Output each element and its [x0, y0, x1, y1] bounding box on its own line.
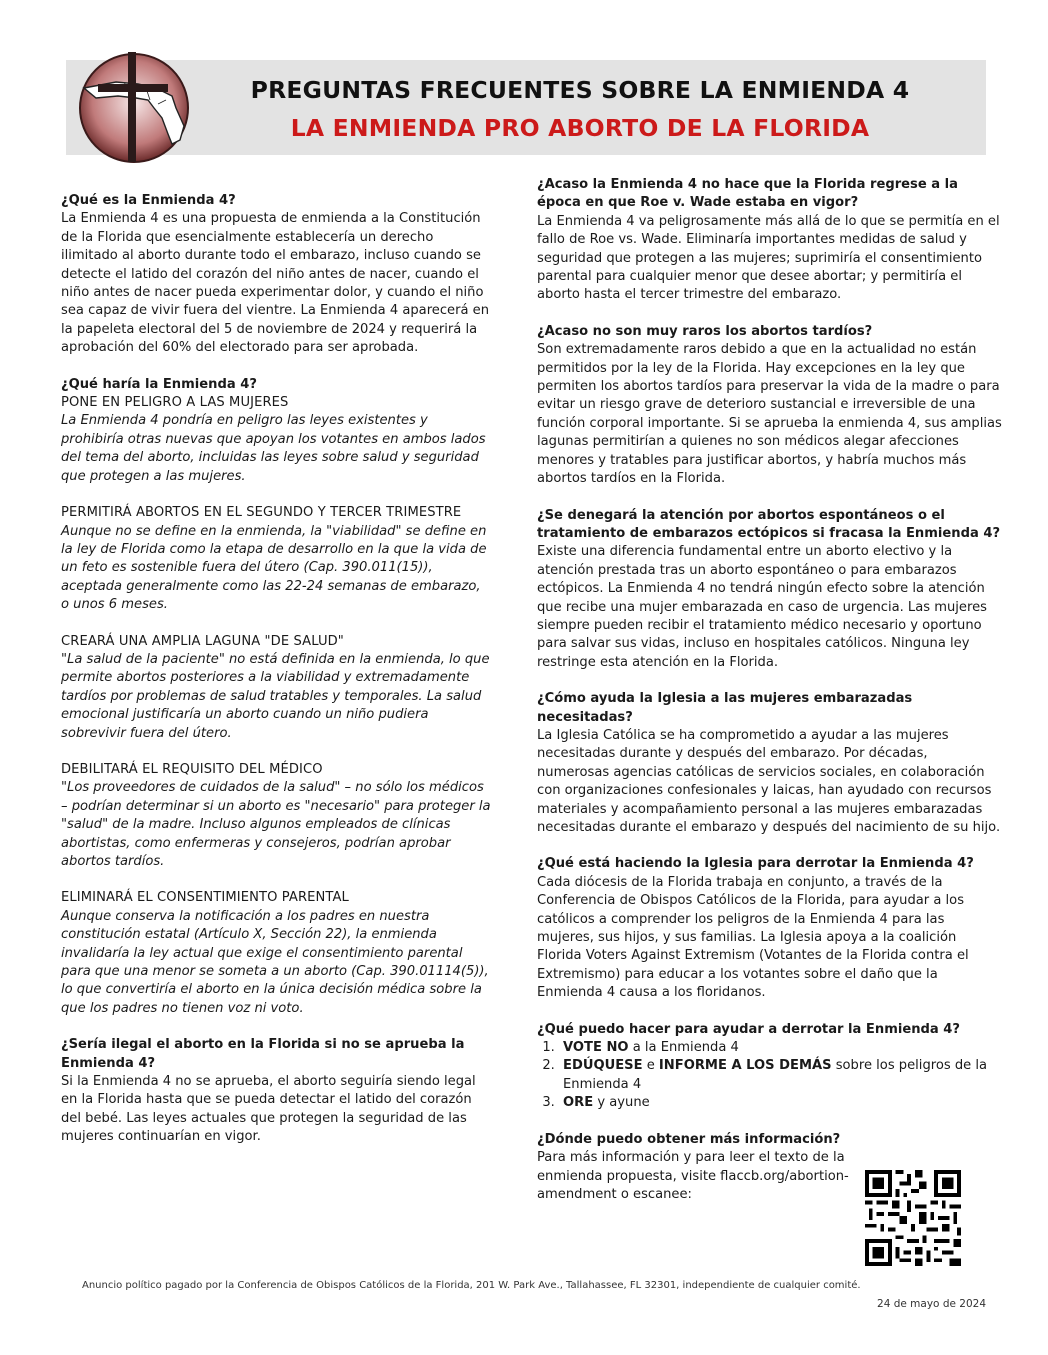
action-text: y ayune — [593, 1095, 650, 1111]
faq-miscarriage-care — [537, 507, 1002, 673]
question-heading: ¿Acaso la Enmienda 4 no hace que la Florida regrese a la época en que Roe v. Wade estaba en vigor? — [537, 177, 958, 211]
answer-text: La Enmienda 4 va peligrosamente más allá de lo que se permitía en el fallo de Roe vs. Wade. Eliminaría importantes medidas de salud y seguridad que protegen a las mujeres; suprimiría el consentimiento parental para cualquier menor que desee abortar; y permitiría el aborto hasta el tercer trimestre del embarazo. — [537, 213, 1000, 303]
question-heading: ¿Qué puedo hacer para ayudar a derrotar la Enmienda 4? — [537, 1021, 961, 1037]
effect-text: Aunque conserva la notificación a los padres en nuestra constitución estatal (Artículo X, Sección 22), la enmienda invalidaría la ley actual que exige el consentimiento parental para que una menor se someta a un aborto (Cap. 390.01114(5)), lo que convertiría el aborto en la única decisión médica sobre la que los padres no tienen voz ni voto. — [61, 908, 489, 1016]
action-text: a la Enmienda 4 — [628, 1040, 739, 1056]
faq-roe-v-wade — [537, 176, 1002, 305]
faq-what-can-i-do — [537, 1021, 1002, 1113]
page-subtitle: LA ENMIENDA PRO ABORTO DE LA FLORIDA — [290, 114, 870, 142]
question-heading: ¿Qué es la Enmienda 4? — [61, 193, 236, 208]
answer-text: Para más información y para leer el texto de la enmienda propuesta, visite flaccb.org/abortion-amendment o escanee: — [537, 1150, 849, 1202]
question-heading: ¿Acaso no son muy raros los abortos tardíos? — [537, 323, 873, 339]
effect-text: "Los proveedores de cuidados de la salud" – no sólo los médicos – podrían determinar si un aborto es "necesario" para proteger la "salud" de la madre. Incluso algunos empleados de clínicas abortistas, como enfermeras y consejeros, podrían aprobar abortos tardíos. — [61, 780, 491, 869]
right-column — [537, 176, 1002, 1222]
answer-text: Cada diócesis de la Florida trabaja en conjunto, a través de la Conferencia de Obispos Católicos de la Florida, para ayudar a los católicos a comprender los peligros de la Enmienda 4 para las mujeres, sus hijos, y sus familias. La Iglesia apoya a la coalición Florida Voters Against Extremism (Votantes de la Florida contra el Extremismo) para educar a los votantes sobre el daño que la Enmienda 4 causa a los floridanos. — [537, 874, 969, 1001]
answer-text: La Iglesia Católica se ha comprometido a ayudar a las mujeres necesitadas durante y después del embarazo. Por décadas, numerosas agencias católicas de servicios sociales, en colaboración con organizaciones confesionales y laicas, han ayudado con recursos materiales y acompañamiento personal a las mujeres embarazadas necesitadas durante el embarazo y después del nacimiento de su hijo. — [537, 727, 1001, 835]
faq-late-abortions — [537, 323, 1002, 489]
faq-what-would-do — [61, 376, 491, 1019]
action-bold: ORE — [563, 1095, 594, 1111]
effect-heading: DEBILITARÁ EL REQUISITO DEL MÉDICO — [61, 761, 323, 777]
faq-church-helps — [537, 690, 1002, 837]
effect-heading: ELIMINARÁ EL CONSENTIMIENTO PARENTAL — [61, 890, 349, 906]
effect-item — [61, 394, 491, 486]
faq-church-defeat — [537, 855, 1002, 1002]
answer-text: Si la Enmienda 4 no se aprueba, el aborto seguiría siendo legal en la Florida hasta que se pueda detectar el latido del corazón del bebé. Las leyes actuales que protegen la seguridad de las mujeres continuarían en vigor. — [61, 1074, 476, 1145]
question-heading: ¿Cómo ayuda la Iglesia a las mujeres embarazadas necesitadas? — [537, 691, 913, 725]
faq-illegal-if-fails — [61, 1036, 491, 1146]
action-bold: VOTE NO — [563, 1040, 629, 1056]
action-text: sobre los peligros de la Enmienda 4 — [563, 1058, 988, 1092]
effect-text: "La salud de la paciente" no está definida en la enmienda, lo que permite abortos posteriores a la viabilidad y extremadamente tardíos por problemas de salud tratables y temporales. La salud emocional justificaría un aborto cuando un niño pudiera sobrevivir fuera del útero. — [61, 651, 490, 741]
question-heading: ¿Dónde puedo obtener más información? — [537, 1131, 841, 1147]
left-column — [61, 192, 491, 1165]
action-bold: EDÚQUESE — [563, 1058, 643, 1074]
footer-date: 24 de mayo de 2024 — [877, 1298, 986, 1310]
list-item — [559, 1057, 1002, 1094]
action-list — [537, 1039, 1002, 1113]
florida-map-cross-logo-icon — [76, 48, 194, 166]
page-title: PREGUNTAS FRECUENTES SOBRE LA ENMIENDA 4 — [250, 76, 910, 104]
effect-text: Aunque no se define en la enmienda, la "viabilidad" se define en la ley de Florida como la etapa de desarrollo en la que la vida de un feto es sostenible fuera del útero (Cap. 390.011(15)), aceptada generalmente como las 22-24 semanas de embarazo, o unos 6 meses. — [61, 523, 487, 613]
effect-heading: PERMITIRÁ ABORTOS EN EL SEGUNDO Y TERCER TRIMESTRE — [61, 505, 462, 521]
qr-code-icon[interactable] — [865, 1170, 961, 1266]
effect-heading: PONE EN PELIGRO A LAS MUJERES — [61, 395, 289, 411]
action-text: e — [642, 1058, 659, 1074]
list-item — [559, 1039, 1002, 1057]
effect-heading: CREARÁ UNA AMPLIA LAGUNA "DE SALUD" — [61, 633, 344, 649]
footer-disclaimer: Anuncio político pagado por la Conferencia de Obispos Católicos de la Florida, 201 W. Park Ave., Tallahassee, FL 32301, independiente de cualquier comité. — [82, 1280, 861, 1291]
effect-item — [61, 761, 491, 871]
question-heading: ¿Qué haría la Enmienda 4? — [61, 376, 257, 392]
effect-item — [61, 889, 491, 1018]
faq-what-is — [61, 192, 491, 358]
question-heading: ¿Qué está haciendo la Iglesia para derrotar la Enmienda 4? — [537, 856, 974, 872]
effect-item — [61, 504, 491, 614]
effect-text: La Enmienda 4 pondría en peligro las leyes existentes y prohibiría otras nuevas que apoyan los votantes en ambos lados del tema del aborto, incluidas las leyes sobre salud y seguridad que protegen a las mujeres. — [61, 413, 486, 484]
action-bold: INFORME A LOS DEMÁS — [658, 1058, 832, 1074]
question-heading: ¿Se denegará la atención por abortos espontáneos o el tratamiento de embarazos ectópicos si fracasa la Enmienda 4? — [537, 507, 1001, 541]
list-item — [559, 1094, 1002, 1112]
faq-more-info — [537, 1131, 855, 1205]
question-heading: ¿Sería ilegal el aborto en la Florida si no se aprueba la Enmienda 4? — [61, 1037, 465, 1071]
effect-item — [61, 633, 491, 743]
answer-text: Son extremadamente raros debido a que en la actualidad no están permitidos por la ley de la Florida. Hay excepciones en la ley que permiten los abortos tardíos para preservar la vida de la madre o para evitar un riesgo grave de deterioro sustancial e irreversible de una función corporal importante. Si se aprueba la enmienda 4, sus amplias lagunas permitirían a quienes no son médicos alegar afecciones menores y tratables para justificar abortos, y habría muchos más abortos tardíos en la Florida. — [537, 342, 1002, 487]
answer-text: Existe una diferencia fundamental entre un aborto electivo y la atención prestada tras un aborto espontáneo o para embarazos ectópicos. La Enmienda 4 no tendrá ningún efecto sobre la atención que recibe una mujer embarazada en caso de urgencia. Las mujeres siempre pueden recibir el tratamiento médico necesario y oportuno para salvar sus vidas, incluso en hospitales católicos. Ninguna ley restringe esta atención en la Florida. — [537, 544, 987, 670]
answer-text: La Enmienda 4 es una propuesta de enmienda a la Constitución de la Florida que esencialmente establecería un derecho ilimitado al aborto durante todo el embarazo, incluso cuando se detecte el latido del corazón del niño antes de nacer, cuando el niño antes de nacer pueda experimentar dolor, y cuando el niño sea capaz de vivir fuera del vientre. La Enmienda 4 aparecerá en la papeleta electoral del 5 de noviembre de 2024 y requerirá la aprobación del 60% del electorado para ser aprobada. — [61, 211, 490, 356]
